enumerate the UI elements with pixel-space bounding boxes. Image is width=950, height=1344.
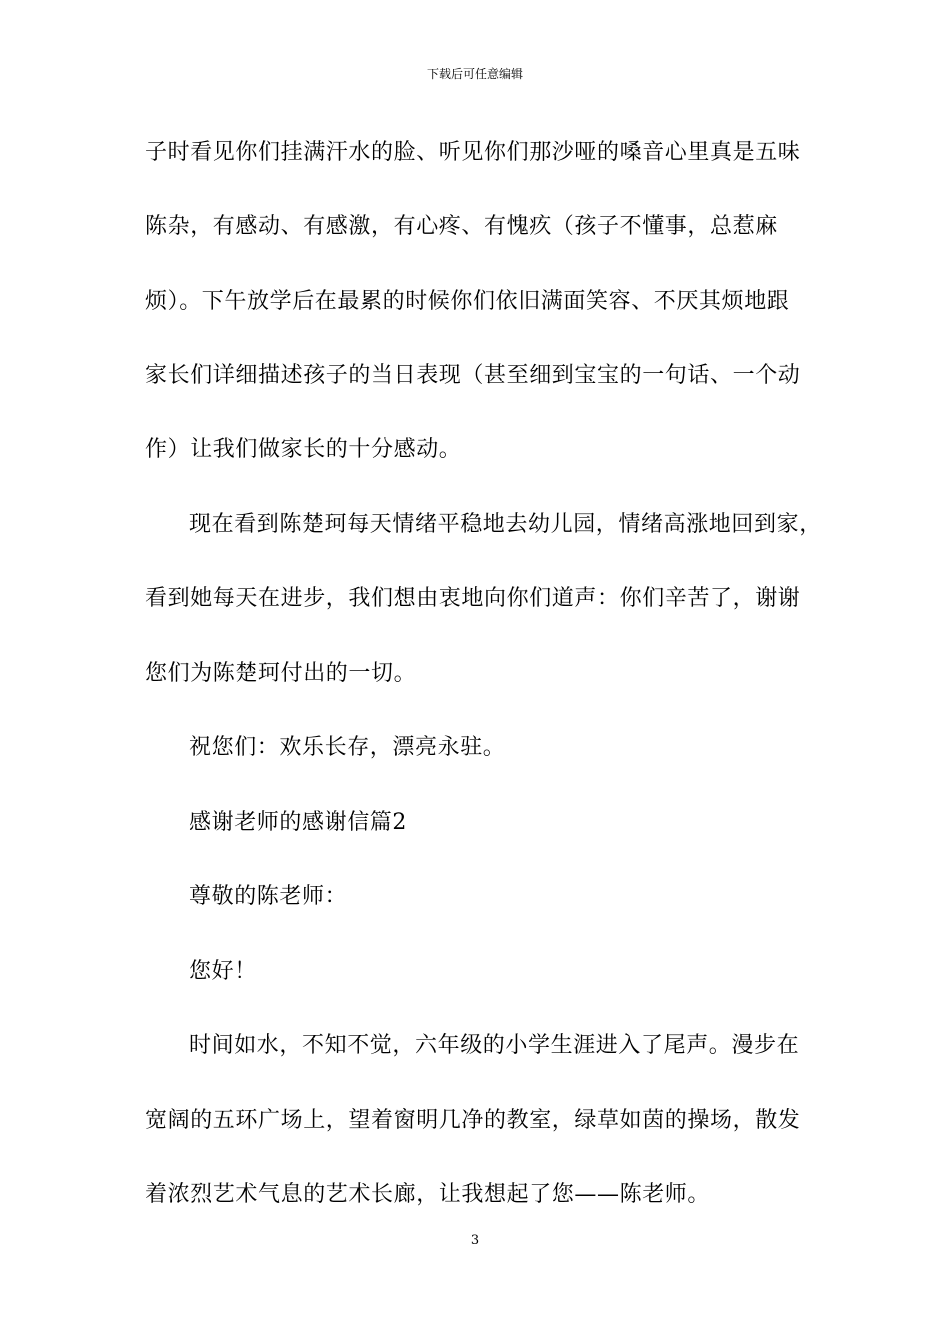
salutation: 尊敬的陈老师： — [189, 884, 348, 909]
text-line: 宽阔的五环广场上，望着窗明几净的教室，绿草如茵的操场，散发 — [145, 1108, 801, 1133]
text-line: 家长们详细描述孩子的当日表现（甚至细到宝宝的一句话、一个动 — [145, 363, 801, 388]
section-title: 感谢老师的感谢信篇2 — [189, 810, 407, 835]
text-line: 子时看见你们挂满汗水的脸、听见你们那沙哑的嗓音心里真是五味 — [145, 140, 801, 165]
text-line: 作）让我们做家长的十分感动。 — [145, 437, 462, 462]
text-line: 您们为陈楚珂付出的一切。 — [145, 661, 417, 686]
greeting: 您好！ — [189, 959, 257, 984]
text-line: 看到她每天在进步，我们想由衷地向你们道声：你们辛苦了，谢谢 — [145, 586, 801, 611]
paragraph-first-line: 现在看到陈楚珂每天情绪平稳地去幼儿园，情绪高涨地回到家， — [189, 512, 822, 537]
paragraph-first-line: 时间如水，不知不觉，六年级的小学生涯进入了尾声。漫步在 — [189, 1033, 800, 1058]
text-line: 烦）。下午放学后在最累的时候你们依旧满面笑容、不厌其烦地跟 — [145, 289, 790, 314]
text-line: 陈杂，有感动、有感激，有心疼、有愧疚（孩子不懂事，总惹麻 — [145, 214, 778, 239]
page-number: 3 — [470, 1233, 480, 1248]
text-line: 着浓烈艺术气息的艺术长廊，让我想起了您——陈老师。 — [145, 1182, 711, 1207]
page-header: 下载后可任意编辑 — [426, 67, 523, 81]
closing-wish: 祝您们：欢乐长存，漂亮永驻。 — [189, 735, 506, 760]
